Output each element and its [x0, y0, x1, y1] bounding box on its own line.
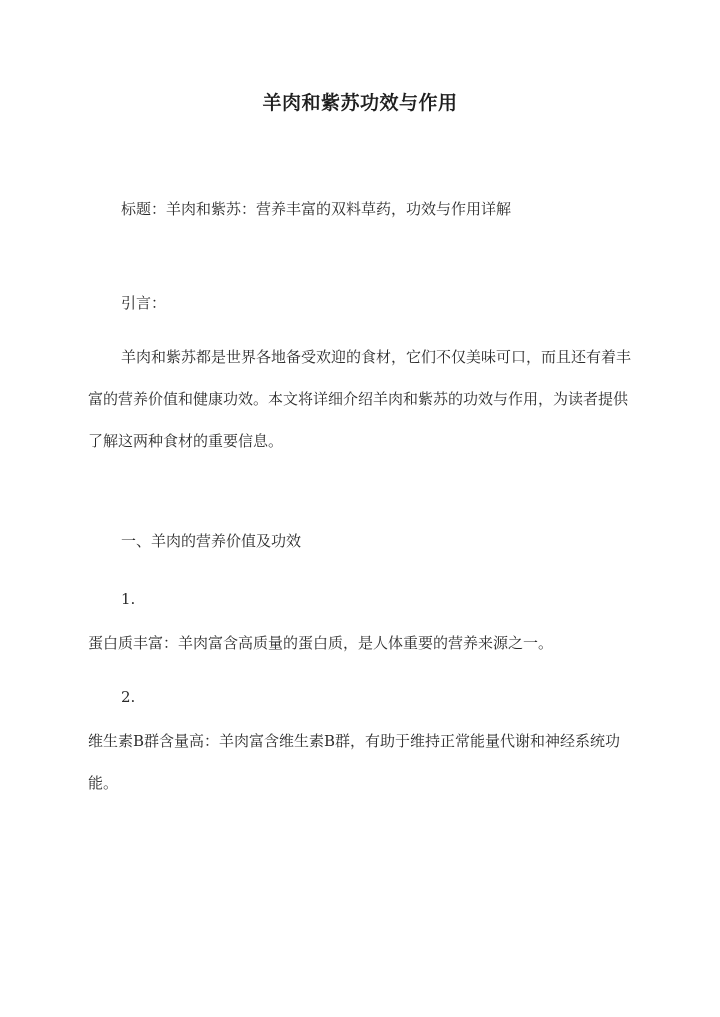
- list-item-number: 2.: [121, 688, 136, 706]
- page-title: 羊肉和紫苏功效与作用: [262, 92, 458, 114]
- section-heading: 一、羊肉的营养价值及功效: [121, 532, 302, 550]
- subtitle-paragraph: 标题：羊肉和紫苏：营养丰富的双料草药，功效与作用详解: [121, 200, 512, 218]
- intro-label: 引言：: [121, 294, 167, 312]
- intro-paragraph: 羊肉和紫苏都是世界各地备受欢迎的食材，它们不仅美味可口，而且还有着丰富的营养价值和健康功效。本文将详细介绍羊肉和紫苏的功效与作用，为读者提供了解这两种食材的重要信息。: [88, 348, 632, 450]
- list-item-text: 维生素B群含量高：羊肉富含维生素B群，有助于维持正常能量代谢和神经系统功能。: [88, 732, 621, 792]
- list-item-number: 1.: [121, 590, 136, 608]
- list-item-text: 蛋白质丰富：羊肉富含高质量的蛋白质，是人体重要的营养来源之一。: [88, 634, 554, 652]
